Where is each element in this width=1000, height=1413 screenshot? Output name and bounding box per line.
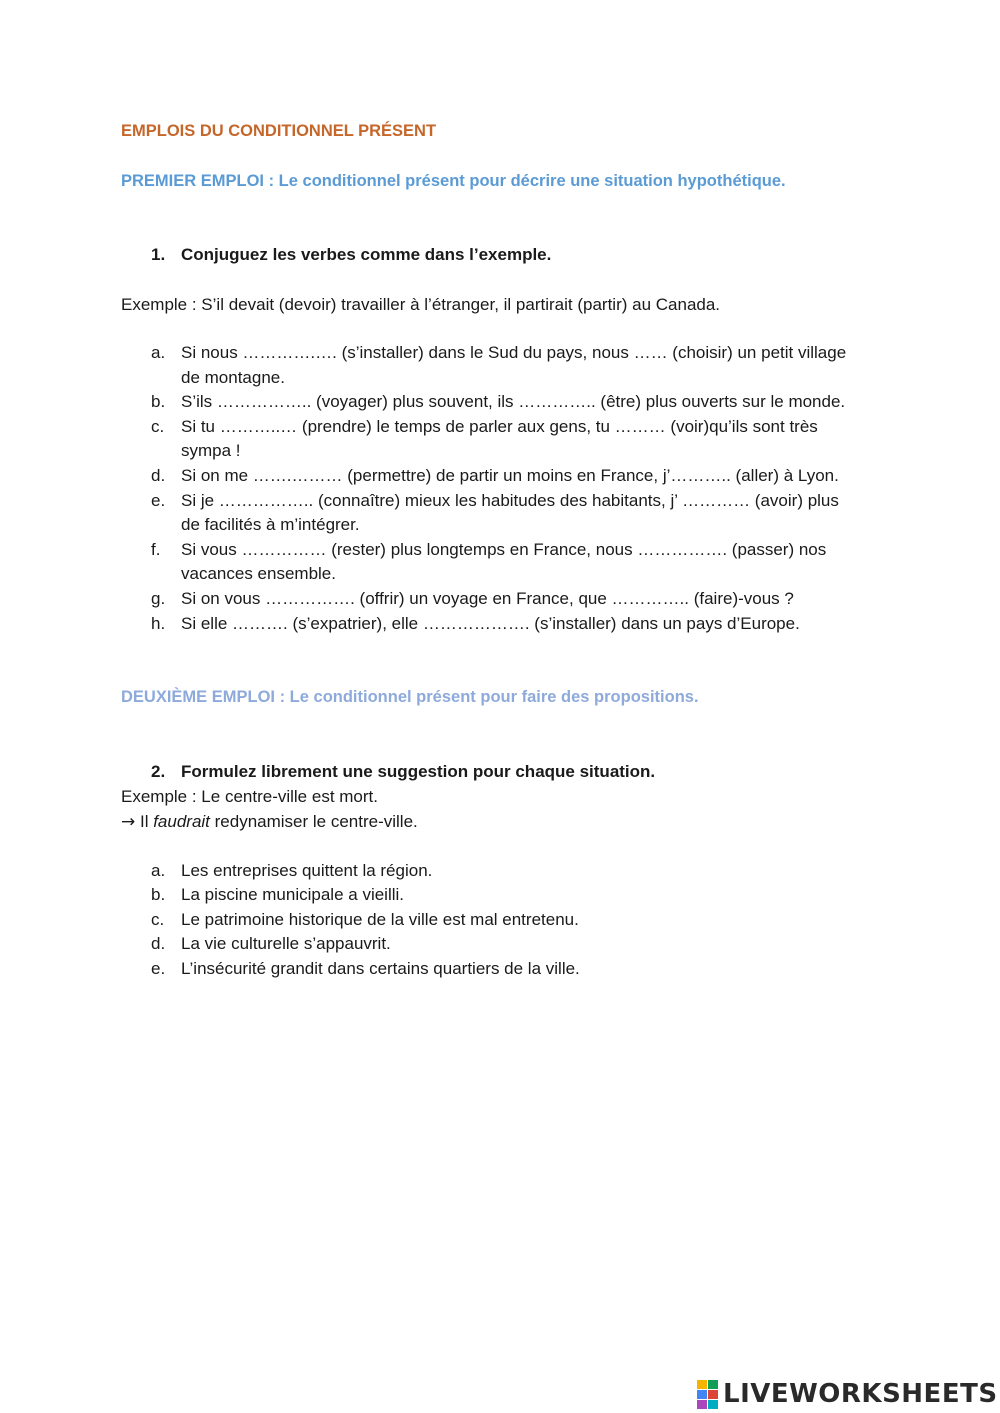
exercise-2-item-label: e.: [151, 958, 166, 978]
logo-text: LIVEWORKSHEETS: [723, 1379, 998, 1409]
exercise-1-item-text: S’ils …………….. (voyager) plus souvent, ils ………….. (être) plus ouverts sur le monde.: [181, 392, 846, 412]
exercise-1-item-text: Si je …………….. (connaître) mieux les habitudes des habitants, j’ ………… (avoir) plus: [181, 490, 839, 510]
question-1-number: 1.: [151, 245, 166, 264]
exercise-1-item-label: a.: [151, 343, 166, 362]
answer-suffix: redynamiser le centre-ville.: [209, 812, 418, 831]
exercise-2-item-text: Les entreprises quittent la région.: [181, 861, 433, 880]
logo-mark-icon: [697, 1380, 719, 1408]
exercise-1-item-text: Si nous ………….…. (s’installer) dans le Sud du pays, nous …… (choisir) un petit village: [181, 343, 847, 362]
section2-heading: DEUXIÈME EMPLOI : Le conditionnel présent pour faire des propositions.: [121, 688, 699, 706]
example-2: Exemple : Le centre-ville est mort.: [121, 787, 378, 806]
exercise-1-item-label: b.: [151, 392, 166, 412]
question-2-text: Formulez librement une suggestion pour chaque situation.: [181, 762, 656, 781]
exercise-1-item-text: sympa !: [181, 441, 241, 461]
exercise-1-item-text: Si on me …….……… (permettre) de partir un moins en France, j’……….. (aller) à Lyon.: [181, 466, 839, 485]
example-1: Exemple : S’il devait (devoir) travailler à l’étranger, il partirait (partir) au Canada.: [121, 295, 721, 314]
section1-heading: PREMIER EMPLOI : Le conditionnel présent pour décrire une situation hypothétique.: [121, 172, 786, 190]
question-2-number: 2.: [151, 762, 166, 781]
exercise-2-item-text: La piscine municipale a vieilli.: [181, 885, 405, 905]
exercise-2-item-text: La vie culturelle s’appauvrit.: [181, 934, 391, 954]
exercise-1-item-label: g.: [151, 589, 166, 608]
exercise-2-item-label: a.: [151, 861, 166, 880]
exercise-2-item-label: c.: [151, 909, 165, 929]
exercise-1-item-text: de montagne.: [181, 367, 285, 387]
exercise-1-item-text: Si tu ………..… (prendre) le temps de parler aux gens, tu ……… (voir)qu’ils sont très: [181, 416, 818, 436]
exercise-1-item-text: Si elle ………. (s’expatrier), elle ………………. (s’installer) dans un pays d’Europe.: [181, 613, 800, 633]
arrow-icon: →: [121, 812, 136, 832]
question-1-text: Conjuguez les verbes comme dans l’exemple.: [181, 245, 552, 264]
example-2-answer: [121, 812, 418, 832]
exercise-2-item-label: b.: [151, 885, 166, 905]
answer-emphasis: faudrait: [153, 812, 210, 831]
exercise-1-item-label: d.: [151, 466, 166, 485]
question-2: [151, 762, 656, 782]
exercise-2-item-text: Le patrimoine historique de la ville est mal entretenu.: [181, 909, 579, 929]
page-title: EMPLOIS DU CONDITIONNEL PRÉSENT: [121, 122, 437, 140]
exercise-1-item-text: de facilités à m’intégrer.: [181, 515, 360, 535]
exercise-1-item-label: e.: [151, 490, 166, 510]
question-1: [151, 245, 552, 265]
exercise-1-item-label: c.: [151, 416, 165, 436]
exercise-1-item-text: vacances ensemble.: [181, 564, 336, 584]
exercise-1-item-label: f.: [151, 539, 161, 559]
exercise-1-item-text: Si on vous ……………. (offrir) un voyage en France, que ………….. (faire)-vous ?: [181, 589, 794, 608]
exercise-2-item-text: L’insécurité grandit dans certains quartiers de la ville.: [181, 958, 580, 978]
answer-prefix: Il: [135, 812, 154, 831]
exercise-2-item-label: d.: [151, 934, 166, 954]
exercise-1-item-label: h.: [151, 613, 166, 633]
exercise-1-item-text: Si vous …………… (rester) plus longtemps en France, nous ……………. (passer) nos: [181, 539, 827, 559]
liveworksheets-logo: [697, 1378, 998, 1410]
